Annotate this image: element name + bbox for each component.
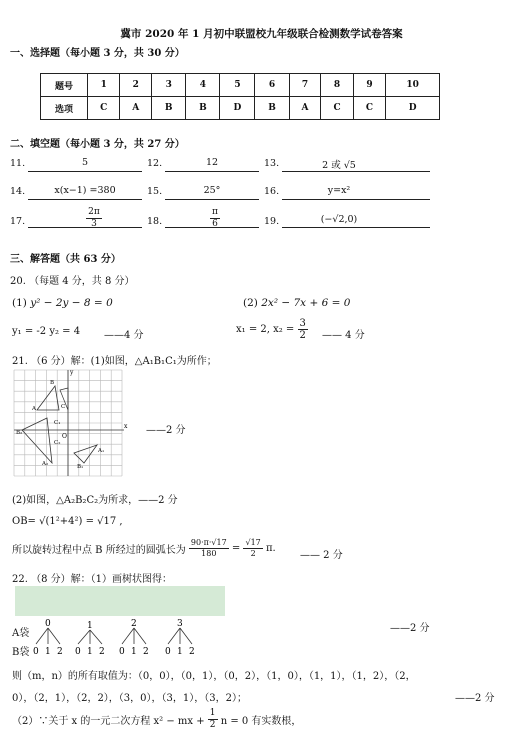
blank-number: 14. xyxy=(10,186,26,197)
blank-answer: 2 或 √5 xyxy=(322,160,356,171)
q20-2-score: —— 4 分 xyxy=(322,330,365,341)
arc-length-line xyxy=(12,538,276,559)
table-cell: 7 xyxy=(289,74,321,97)
table-cell: 8 xyxy=(321,74,353,97)
blank-answer: x(x−1) =380 xyxy=(54,185,116,196)
point-label: A xyxy=(32,406,36,412)
table-cell: A xyxy=(289,97,321,120)
coordinate-grid-figure xyxy=(12,368,130,480)
fraction-numerator: 2π xyxy=(88,207,100,217)
table-header-label: 题号 xyxy=(41,74,88,97)
tree-b-node: 2 xyxy=(189,647,195,656)
table-cell: 1 xyxy=(88,74,120,97)
ob-length: OB= √(1²+4²) = √17 , xyxy=(12,516,123,527)
blank-answer: 12 xyxy=(205,157,219,168)
table-cell: B xyxy=(255,97,289,120)
table-row xyxy=(41,74,440,97)
blank-number: 18. xyxy=(147,216,163,227)
point-label: C xyxy=(61,404,66,410)
arc-score: —— 2 分 xyxy=(300,550,343,561)
blank-number: 11. xyxy=(10,158,26,169)
table-cell: C xyxy=(88,97,120,120)
q20-1 xyxy=(12,297,113,309)
tree-b-label: B袋 xyxy=(12,647,30,658)
blank-answer: (−√2,0) xyxy=(320,214,358,225)
answer-table xyxy=(40,73,440,120)
point-label: C₁ xyxy=(54,420,61,426)
point-label: B₂ xyxy=(16,430,23,436)
triangle-a2b2c2 xyxy=(22,418,52,463)
fraction-denominator: 3 xyxy=(91,219,97,229)
q22-heading: 22. （8 分）解：（1）画树状图得： xyxy=(12,574,172,585)
arc-length-text: 所以旋转过程中点 B 所经过的圆弧长为 xyxy=(12,545,186,556)
table-cell: D xyxy=(220,97,255,120)
tree-b-node: 2 xyxy=(143,647,149,656)
section-heading-2: 二、填空题（每小题 3 分，共 27 分） xyxy=(10,139,185,150)
fraction-numerator: 1 xyxy=(209,708,216,718)
point-label: B₁ xyxy=(77,464,84,470)
table-cell: 4 xyxy=(186,74,220,97)
tree-branches xyxy=(36,628,60,644)
q22-part2 xyxy=(12,708,301,731)
tree-branches xyxy=(168,628,192,644)
section-heading-1: 一、选择题（每小题 3 分，共 30 分） xyxy=(10,48,185,59)
tree-a-node: 3 xyxy=(177,619,183,629)
q20-2 xyxy=(243,297,350,309)
q20-2-equation: 2x² − 7x + 6 = 0 xyxy=(261,297,351,309)
q22-part2-text: （2）∵关于 x 的一元二次方程 x² − mx + xyxy=(12,716,205,727)
origin-label: O xyxy=(62,433,67,440)
blank-answer: y=x² xyxy=(327,185,351,196)
blank-number: 16. xyxy=(264,186,280,197)
tree-b-node: 0 xyxy=(33,647,39,656)
q20-1-label: (1) xyxy=(12,297,27,309)
point-label: B xyxy=(50,380,55,386)
tree-b-node: 0 xyxy=(119,647,125,656)
blank-number: 19. xyxy=(264,216,280,227)
table-cell: B xyxy=(186,97,220,120)
point-label: A₂ xyxy=(42,461,49,467)
q20-heading: 20. （每题 4 分，共 8 分） xyxy=(10,276,135,287)
table-answer-label: 选项 xyxy=(41,97,88,120)
tree-branches xyxy=(78,630,102,644)
fraction-denominator: 6 xyxy=(212,219,218,229)
point-label: C₂ xyxy=(54,440,61,446)
table-cell: 2 xyxy=(120,74,152,97)
q20-1-solution: y₁ = -2 y₂ = 4 xyxy=(12,326,81,337)
arc-length-tail: π. xyxy=(265,543,276,554)
highlight-box xyxy=(15,586,225,616)
q22-part2-tail: n = 0 有实数根， xyxy=(220,716,302,727)
axis-y-label: y xyxy=(70,369,74,376)
pairs-score: ——2 分 xyxy=(455,693,495,704)
fraction-denominator: 2 xyxy=(250,549,256,558)
blank-answer: 25° xyxy=(203,185,221,196)
table-cell: B xyxy=(152,97,186,120)
q20-2-solution xyxy=(236,318,308,341)
table-cell: 5 xyxy=(220,74,255,97)
tree-diagram xyxy=(28,616,218,656)
q20-1-equation: y² − 2y − 8 = 0 xyxy=(30,297,113,309)
triangle-abc xyxy=(37,386,59,410)
fraction-numerator: 3 xyxy=(299,318,306,329)
tree-b-node: 0 xyxy=(75,647,81,656)
tree-branches xyxy=(122,628,146,644)
tree-b-node: 2 xyxy=(57,647,63,656)
q21-part2: (2)如图，△A₂B₂C₂为所求，——2 分 xyxy=(12,495,178,506)
table-cell: 10 xyxy=(386,74,440,97)
blank-answer: 5 xyxy=(81,157,89,168)
tree-a-node: 2 xyxy=(131,619,137,629)
blank-number: 15. xyxy=(147,186,163,197)
tree-b-node: 2 xyxy=(99,647,105,656)
fraction-denominator: 2 xyxy=(299,330,306,341)
tree-b-node: 1 xyxy=(131,647,137,656)
q20-2-solution-text: x₁ = 2, x₂ = xyxy=(236,324,295,335)
table-cell: C xyxy=(321,97,353,120)
page-title: 冀市 2020 年 1 月初中联盟校九年级联合检测数学试卷答案 xyxy=(120,28,403,40)
pairs-line-2: 0），（2，1），（2，2），（3，0），（3，1），（3，2）； xyxy=(12,693,247,704)
q20-1-score: ——4 分 xyxy=(104,330,144,341)
table-cell: C xyxy=(353,97,385,120)
tree-b-node: 1 xyxy=(177,647,183,656)
tree-a-node: 1 xyxy=(87,621,93,631)
blank-number: 13. xyxy=(264,158,280,169)
q20-2-label: (2) xyxy=(243,297,258,309)
section-heading-3: 三、解答题（共 63 分） xyxy=(10,254,121,265)
fraction-denominator: 2 xyxy=(209,720,216,730)
table-cell: D xyxy=(386,97,440,120)
fraction-numerator: 90·π·√17 xyxy=(190,538,227,547)
table-cell: 9 xyxy=(353,74,385,97)
point-label: A₁ xyxy=(98,448,105,454)
q21-heading: 21. （6 分）解：(1)如图，△A₁B₁C₁为所作； xyxy=(12,356,217,367)
tree-b-node: 1 xyxy=(87,647,93,656)
fraction-numerator: π xyxy=(212,207,218,217)
table-cell: A xyxy=(120,97,152,120)
tree-a-label: A袋 xyxy=(12,628,30,639)
tree-b-node: 1 xyxy=(45,647,51,656)
tree-score: ——2 分 xyxy=(390,623,430,634)
fraction-numerator: √17 xyxy=(245,538,261,547)
equals-sign: = xyxy=(231,543,241,554)
table-row xyxy=(41,97,440,120)
fraction-denominator: 180 xyxy=(201,549,217,558)
axis-x-label: x xyxy=(124,423,128,430)
blank-number: 17. xyxy=(10,216,26,227)
tree-b-node: 0 xyxy=(165,647,171,656)
triangle-a1b1c1 xyxy=(74,445,97,463)
q21-score-1: ——2 分 xyxy=(146,425,186,436)
table-cell: 3 xyxy=(152,74,186,97)
tree-a-node: 0 xyxy=(45,619,51,629)
pairs-line-1: 则（m，n）的所有取值为：（0，0），（0，1），（0，2），（1，0），（1，1），（1，2），（2， xyxy=(12,671,416,682)
blank-number: 12. xyxy=(147,158,163,169)
table-cell: 6 xyxy=(255,74,289,97)
